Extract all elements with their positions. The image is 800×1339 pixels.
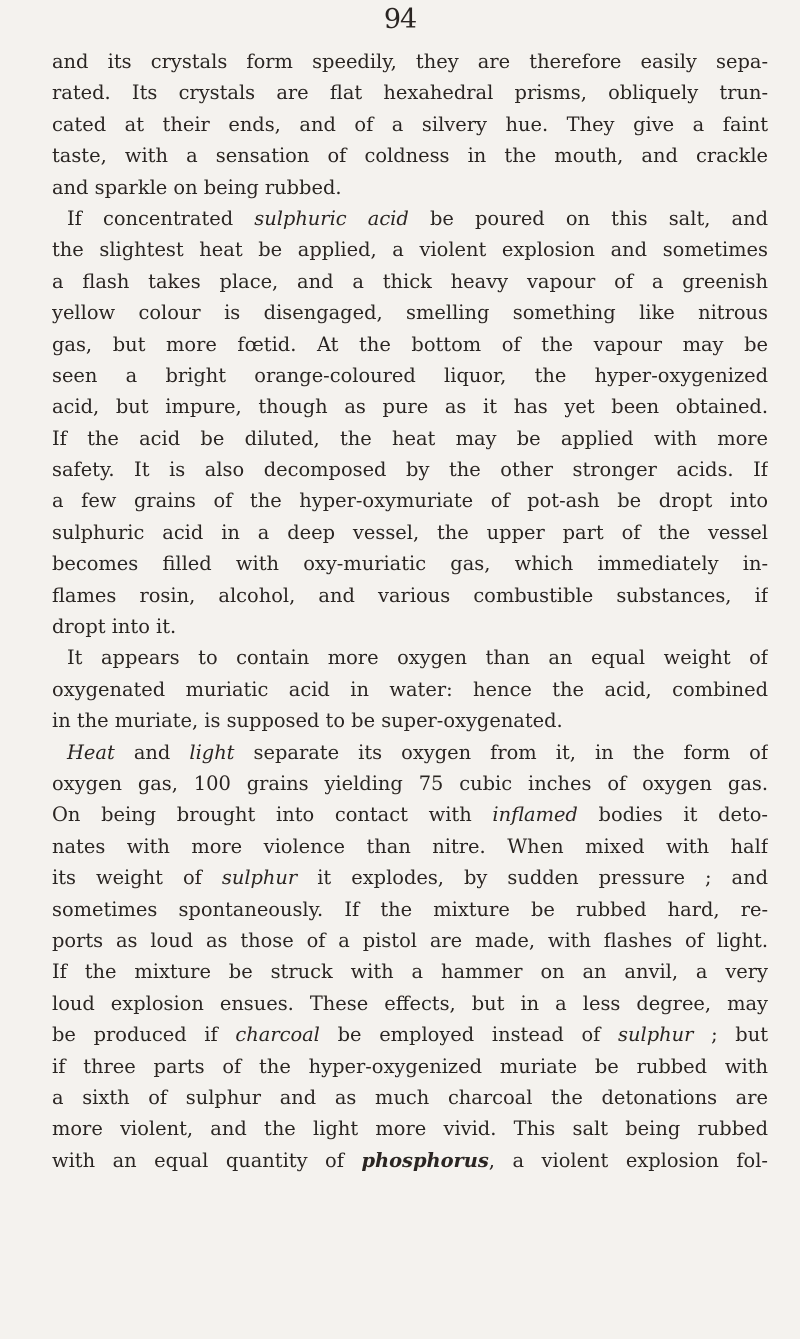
page-number: 94 <box>383 4 417 35</box>
text-line: taste, with a sensation of coldness in the mouth, and crackle <box>52 144 768 168</box>
italic-term: sulphuric acid <box>254 206 409 230</box>
text-line: If the mixture be struck with a hammer on an anvil, a very <box>52 960 768 984</box>
text-line: in the muriate, is supposed to be super-oxygenated. <box>52 709 563 733</box>
text-line: and its crystals form speedily, they are therefore easily sepa- <box>52 50 768 73</box>
body-text <box>52 46 768 1176</box>
text-line: On being brought into contact with inflamed bodies it deto- <box>52 803 768 827</box>
italic-term: charcoal <box>235 1023 320 1047</box>
text-line: oxygen gas, 100 grains yielding 75 cubic inches of oxygen gas. <box>52 771 768 795</box>
text-line: if three parts of the hyper-oxygenized muriate be rubbed with <box>52 1054 768 1078</box>
italic-term: Heat <box>67 740 115 764</box>
text-line: nates with more violence than nitre. When mixed with half <box>52 834 768 858</box>
text-line: and sparkle on being rubbed. <box>52 175 342 199</box>
text-line: yellow colour is disengaged, smelling something like nitrous <box>52 301 768 325</box>
text-line: oxygenated muriatic acid in water: hence the acid, combined <box>52 677 768 701</box>
text-line: seen a bright orange-coloured liquor, the hyper-oxygenized <box>52 363 768 387</box>
text-line: flames rosin, alcohol, and various combustible substances, if <box>52 583 768 607</box>
text-line: sometimes spontaneously. If the mixture be rubbed hard, re- <box>52 897 768 921</box>
text-line: dropt into it. <box>52 615 177 639</box>
text-line: the slightest heat be applied, a violent explosion and sometimes <box>52 238 768 262</box>
text-line: ports as loud as those of a pistol are made, with flashes of light. <box>52 928 768 952</box>
italic-term: sulphur <box>618 1023 694 1047</box>
italic-term: light <box>189 740 235 764</box>
text-line: safety. It is also decomposed by the other stronger acids. If <box>52 458 768 482</box>
text-line: a few grains of the hyper-oxymuriate of pot-ash be dropt into <box>52 489 768 513</box>
italic-term: inflamed <box>492 803 578 827</box>
text-line: Heat and light separate its oxygen from it, in the form of <box>67 740 768 764</box>
text-line: gas, but more fœtid. At the bottom of the vapour may be <box>52 332 768 356</box>
text-line: sulphuric acid in a deep vessel, the upper part of the vessel <box>52 520 768 544</box>
text-line: cated at their ends, and of a silvery hue. They give a faint <box>52 112 768 136</box>
text-line: acid, but impure, though as pure as it has yet been obtained. <box>52 395 768 419</box>
text-line: more violent, and the light more vivid. This salt being rubbed <box>52 1117 768 1141</box>
italic-term: sulphur <box>221 866 298 890</box>
text-line: its weight of sulphur it explodes, by sudden pressure ; and <box>52 866 768 890</box>
text-line: If the acid be diluted, the heat may be applied with more <box>52 426 768 450</box>
text-line: with an equal quantity of phosphorus, a violent explosion fol- <box>52 1148 768 1172</box>
text-line: a sixth of sulphur and as much charcoal the detonations are <box>52 1085 768 1109</box>
text-line: becomes filled with oxy-muriatic gas, which immediately in- <box>52 552 768 576</box>
text-line: loud explosion ensues. These effects, but in a less degree, may <box>52 991 768 1015</box>
text-line: be produced if charcoal be employed instead of sulphur ; but <box>52 1023 768 1047</box>
text-line: rated. Its crystals are flat hexahedral prisms, obliquely trun- <box>52 81 768 105</box>
text-line: a flash takes place, and a thick heavy vapour of a greenish <box>52 269 768 293</box>
text-line: It appears to contain more oxygen than an equal weight of <box>67 646 768 670</box>
italic-term: phosphorus <box>361 1148 489 1172</box>
text-line: If concentrated sulphuric acid be poured on this salt, and <box>67 206 768 230</box>
